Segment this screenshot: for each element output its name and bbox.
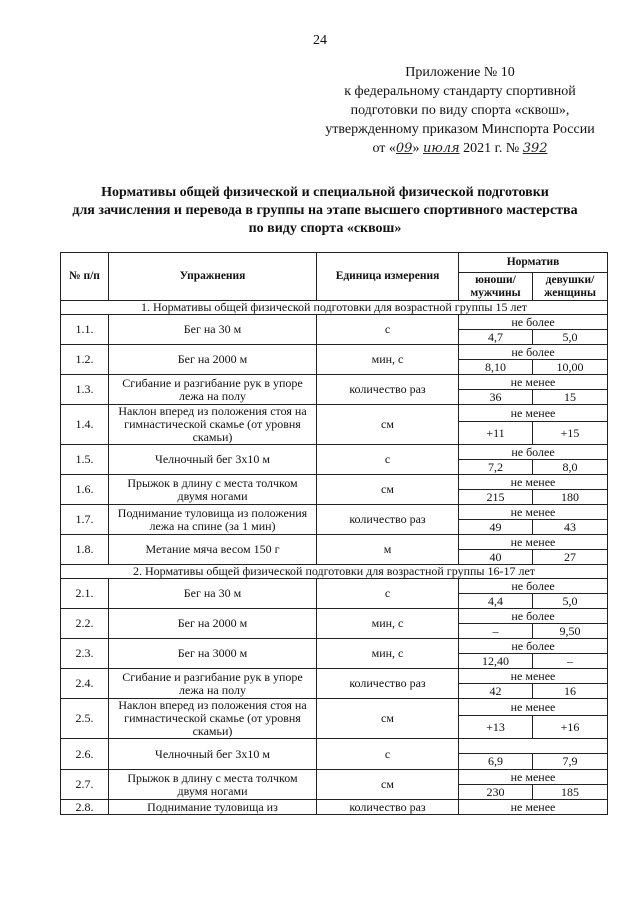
row-number: 2.6. — [61, 739, 109, 770]
table-row — [61, 739, 608, 754]
limit-label: не менее — [459, 699, 608, 716]
exercise-name: Бег на 2000 м — [109, 609, 317, 639]
table-row — [61, 345, 608, 360]
measure-unit: см — [317, 405, 459, 445]
title-line-3: по виду спорта «сквош» — [248, 221, 402, 236]
date-prefix: от « — [372, 141, 396, 156]
value-boys: 8,10 — [459, 360, 533, 375]
row-number: 2.1. — [61, 579, 109, 609]
page-number: 24 — [313, 33, 327, 48]
header-exercise: Упражнения — [109, 253, 317, 301]
measure-unit: с — [317, 579, 459, 609]
date-month: июля — [422, 141, 460, 156]
limit-label: не менее — [459, 405, 608, 422]
exercise-name: Сгибание и разгибание рук в упоре лежа на полу — [109, 669, 317, 699]
measure-unit: см — [317, 770, 459, 800]
measure-unit: с — [317, 315, 459, 345]
table-row — [61, 445, 608, 460]
table-row — [61, 579, 608, 594]
header-boys: юноши/ мужчины — [459, 273, 533, 301]
exercise-name: Бег на 3000 м — [109, 639, 317, 669]
value-girls: 180 — [533, 490, 608, 505]
row-number: 1.1. — [61, 315, 109, 345]
appendix-date-line — [300, 139, 620, 158]
measure-unit: количество раз — [317, 669, 459, 699]
row-number: 2.4. — [61, 669, 109, 699]
row-number: 2.7. — [61, 770, 109, 800]
row-number: 2.2. — [61, 609, 109, 639]
table-row — [61, 405, 608, 422]
row-number: 1.8. — [61, 535, 109, 565]
exercise-name: Челночный бег 3х10 м — [109, 739, 317, 770]
table-row — [61, 505, 608, 520]
exercise-name: Прыжок в длину с места толчком двумя ногами — [109, 475, 317, 505]
measure-unit: количество раз — [317, 375, 459, 405]
row-number: 2.8. — [61, 800, 109, 815]
value-boys: 49 — [459, 520, 533, 535]
limit-label: не более — [459, 345, 608, 360]
header-num: № п/п — [61, 253, 109, 301]
value-girls: 9,50 — [533, 624, 608, 639]
value-boys: 36 — [459, 390, 533, 405]
table-row — [61, 375, 608, 390]
value-girls: 185 — [533, 785, 608, 800]
value-girls: +16 — [533, 716, 608, 739]
measure-unit: см — [317, 699, 459, 739]
exercise-name: Бег на 30 м — [109, 315, 317, 345]
measure-unit: количество раз — [317, 505, 459, 535]
limit-label: не более — [459, 639, 608, 654]
measure-unit: с — [317, 445, 459, 475]
date-year: 2021 г. № — [459, 141, 523, 156]
appendix-line-2: к федеральному стандарту спортивной — [344, 84, 576, 99]
table-row — [61, 535, 608, 550]
row-number: 1.6. — [61, 475, 109, 505]
appendix-header — [300, 63, 620, 158]
row-number: 2.3. — [61, 639, 109, 669]
table-row — [61, 669, 608, 684]
value-boys: – — [459, 624, 533, 639]
limit-label: не менее — [459, 669, 608, 684]
value-boys: 4,7 — [459, 330, 533, 345]
exercise-name: Наклон вперед из положения стоя на гимнастической скамье (от уровня скамьи) — [109, 699, 317, 739]
limit-label: не более — [459, 579, 608, 594]
value-girls: 15 — [533, 390, 608, 405]
value-girls: 27 — [533, 550, 608, 565]
limit-label: не более — [459, 315, 608, 330]
document-title — [40, 184, 610, 238]
row-number: 1.4. — [61, 405, 109, 445]
value-girls: 7,9 — [533, 754, 608, 770]
table-row — [61, 609, 608, 624]
title-line-2: для зачисления и перевода в группы на этапе высшего спортивного мастерства — [72, 203, 578, 218]
value-girls: 8,0 — [533, 460, 608, 475]
exercise-name: Бег на 2000 м — [109, 345, 317, 375]
row-number: 1.7. — [61, 505, 109, 535]
exercise-name: Поднимание туловища из положения лежа на спине (за 1 мин) — [109, 505, 317, 535]
value-boys: 4,4 — [459, 594, 533, 609]
limit-label: не менее — [459, 535, 608, 550]
value-girls: 43 — [533, 520, 608, 535]
appendix-line-4: утвержденному приказом Минспорта России — [325, 122, 595, 137]
limit-label — [459, 739, 608, 754]
measure-unit: мин, с — [317, 609, 459, 639]
exercise-name: Челночный бег 3х10 м — [109, 445, 317, 475]
section-1-row-title: 1. Нормативы общей физической подготовки для возрастной группы 15 лет — [61, 301, 608, 315]
section-2-row-title: 2. Нормативы общей физической подготовки для возрастной группы 16-17 лет — [61, 565, 608, 579]
limit-label: не менее — [459, 505, 608, 520]
table-row — [61, 475, 608, 490]
row-number: 1.3. — [61, 375, 109, 405]
value-boys: 42 — [459, 684, 533, 699]
exercise-name: Сгибание и разгибание рук в упоре лежа на полу — [109, 375, 317, 405]
limit-label: не менее — [459, 800, 608, 815]
value-boys: 230 — [459, 785, 533, 800]
limit-label: не менее — [459, 475, 608, 490]
title-line-1: Нормативы общей физической и специальной физической подготовки — [101, 185, 549, 200]
date-mid: » — [412, 141, 423, 156]
limit-label: не менее — [459, 770, 608, 785]
order-number: 392 — [522, 141, 548, 156]
row-number: 1.2. — [61, 345, 109, 375]
value-girls: – — [533, 654, 608, 669]
table-row — [61, 800, 608, 815]
table-row — [61, 315, 608, 330]
value-girls: +15 — [533, 422, 608, 445]
value-girls: 5,0 — [533, 330, 608, 345]
measure-unit: мин, с — [317, 639, 459, 669]
exercise-name: Наклон вперед из положения стоя на гимнастической скамье (от уровня скамьи) — [109, 405, 317, 445]
limit-label: не более — [459, 609, 608, 624]
header-girls: девушки/ женщины — [533, 273, 608, 301]
value-girls: 10,00 — [533, 360, 608, 375]
header-unit: Единица измерения — [317, 253, 459, 301]
value-boys: 215 — [459, 490, 533, 505]
measure-unit: с — [317, 739, 459, 770]
table-row — [61, 770, 608, 785]
row-number: 2.5. — [61, 699, 109, 739]
value-boys: +13 — [459, 716, 533, 739]
measure-unit: мин, с — [317, 345, 459, 375]
value-boys: 12,40 — [459, 654, 533, 669]
appendix-line-1: Приложение № 10 — [405, 65, 515, 80]
norms-table — [60, 252, 608, 815]
value-boys: 6,9 — [459, 754, 533, 770]
date-day: 09 — [395, 141, 413, 156]
measure-unit: см — [317, 475, 459, 505]
value-boys: 40 — [459, 550, 533, 565]
exercise-name: Метание мяча весом 150 г — [109, 535, 317, 565]
exercise-name: Поднимание туловища из — [109, 800, 317, 815]
norms-body — [61, 301, 608, 815]
limit-label: не более — [459, 445, 608, 460]
exercise-name: Бег на 30 м — [109, 579, 317, 609]
section-1-row — [61, 301, 608, 315]
value-boys: 7,2 — [459, 460, 533, 475]
limit-label: не менее — [459, 375, 608, 390]
header-norm: Норматив — [459, 253, 608, 273]
section-2-row — [61, 565, 608, 579]
measure-unit: количество раз — [317, 800, 459, 815]
table-row — [61, 699, 608, 716]
measure-unit: м — [317, 535, 459, 565]
row-number: 1.5. — [61, 445, 109, 475]
value-girls: 5,0 — [533, 594, 608, 609]
appendix-line-3: подготовки по виду спорта «сквош», — [350, 103, 570, 118]
table-row — [61, 639, 608, 654]
value-boys: +11 — [459, 422, 533, 445]
exercise-name: Прыжок в длину с места толчком двумя ногами — [109, 770, 317, 800]
value-girls: 16 — [533, 684, 608, 699]
